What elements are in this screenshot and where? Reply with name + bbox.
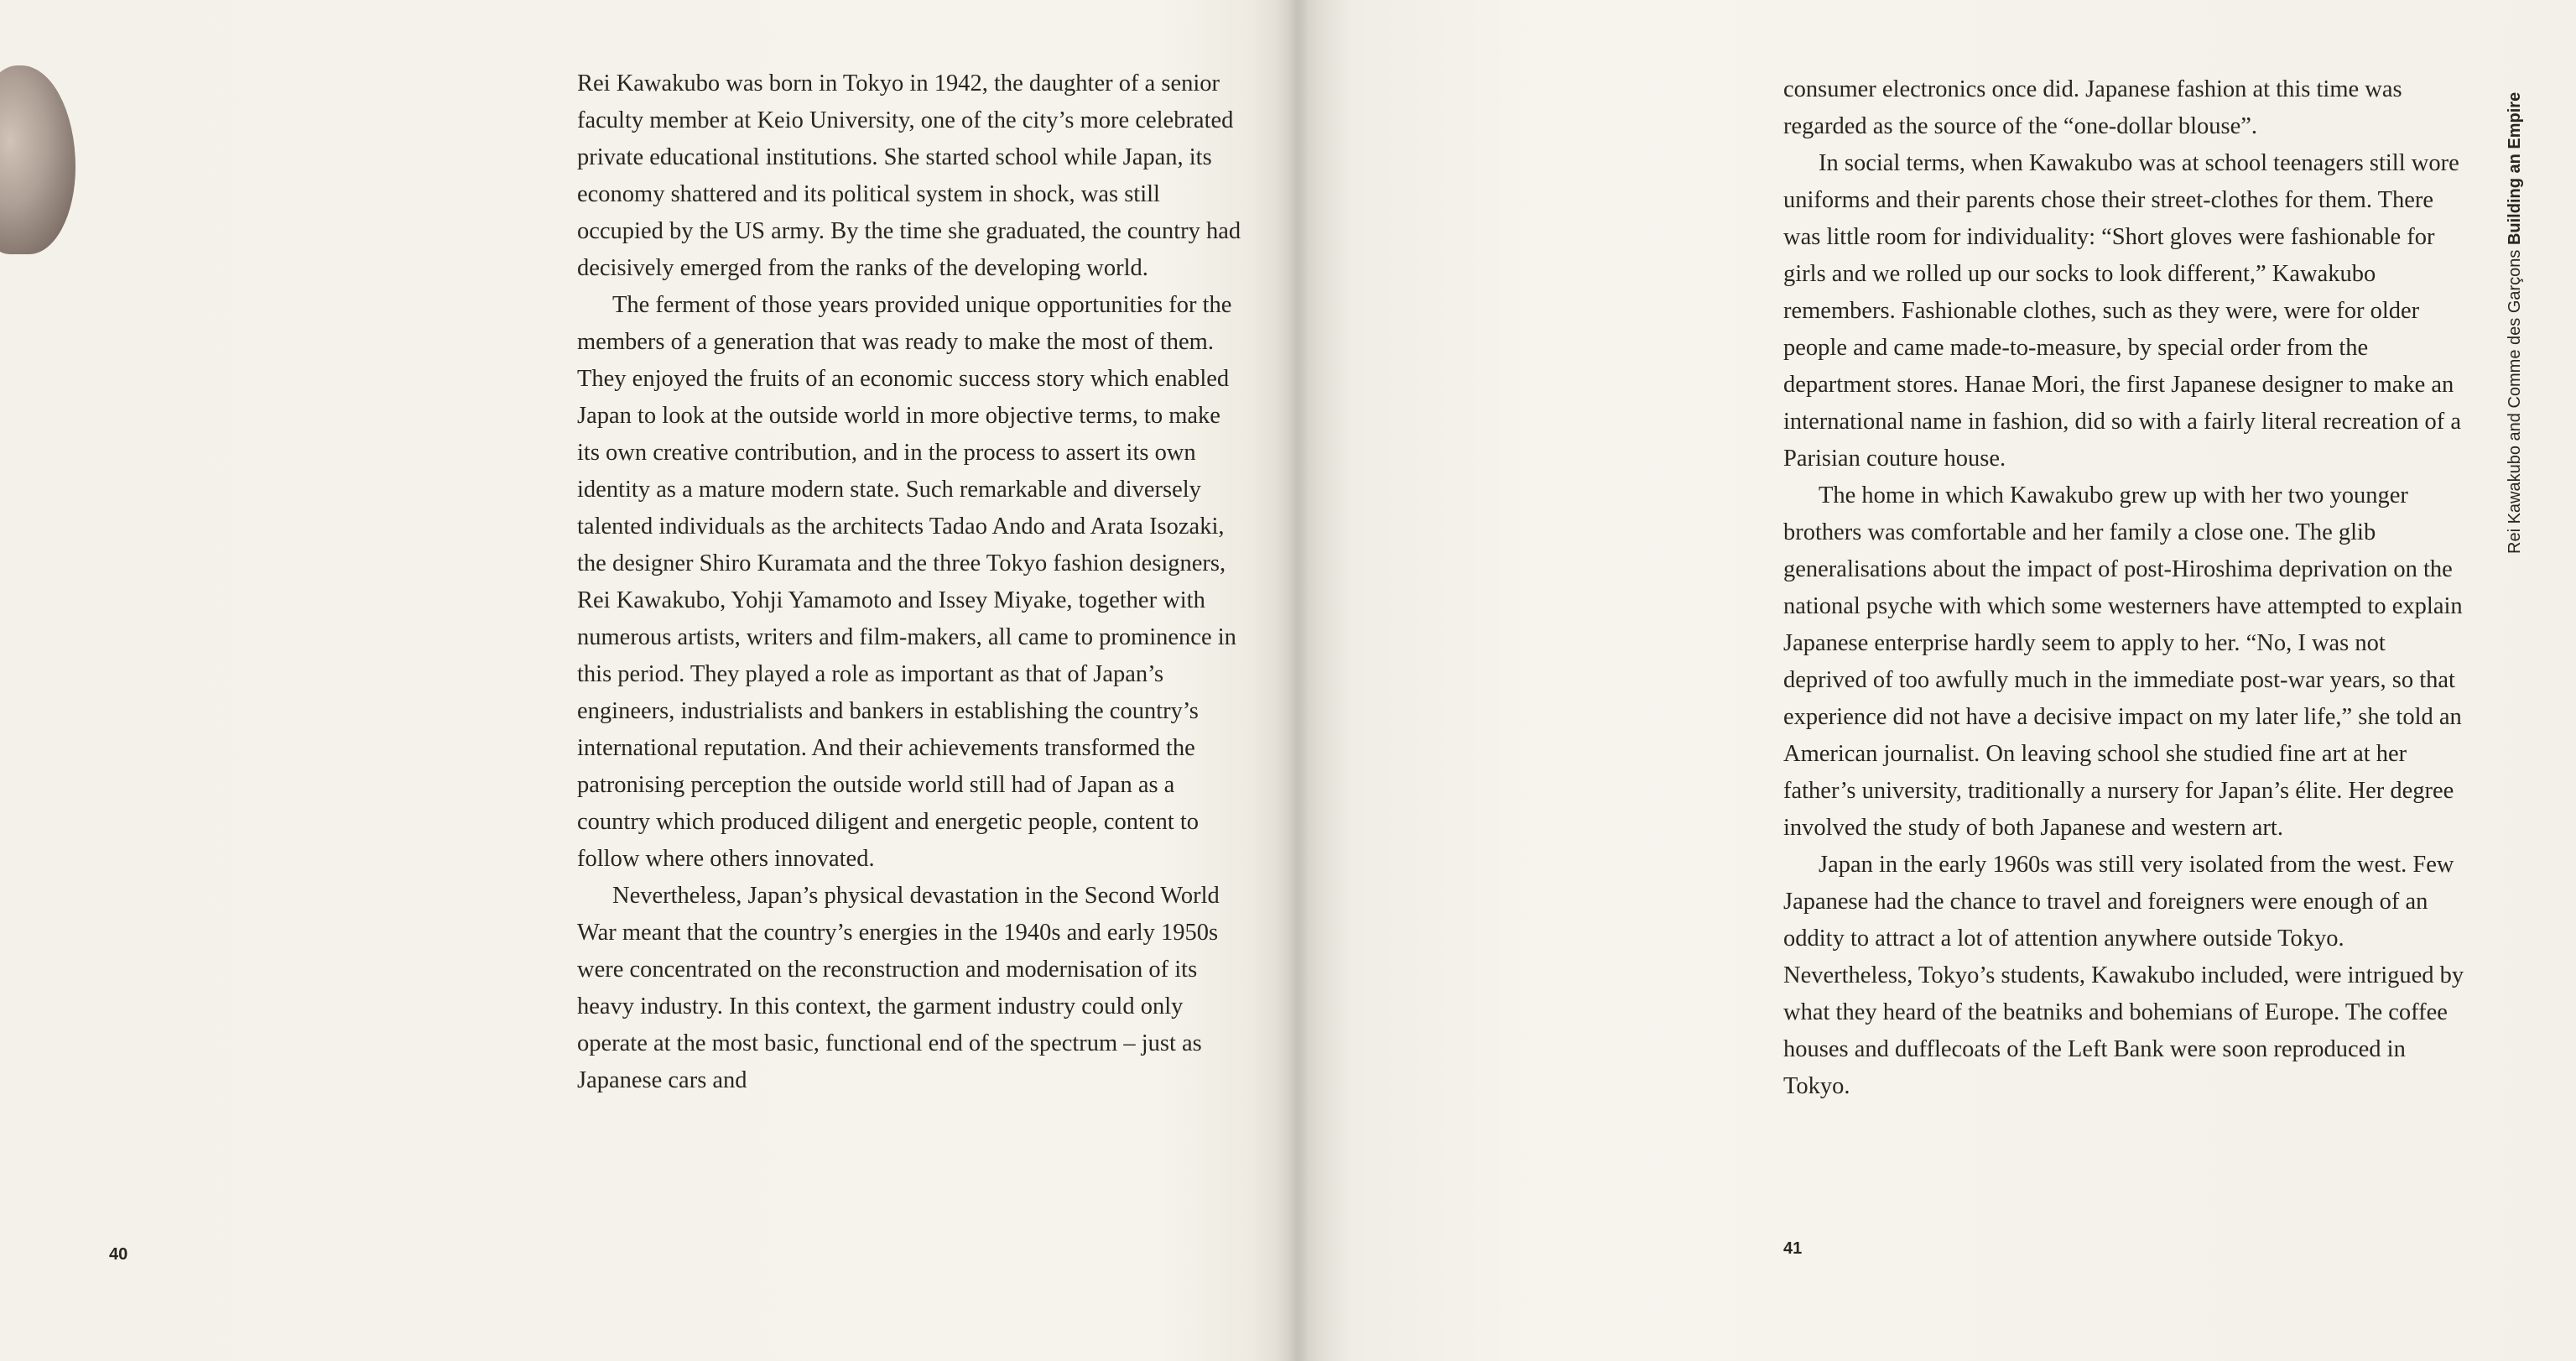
right-paragraph-3: The home in which Kawakubo grew up with her two younger brothers was comfortable and her family a close one. The glib generalisations about the impact of post-Hiroshima deprivation on the national psyche with which some westerners have attempted to explain Japanese enterprise hardly seem to apply to her. “No, I was not deprived of too awfully much in the immediate post-war years, so that experience did not have a decisive impact on my later life,” she told an American journalist. On leaving school she studied fine art at her father’s university, traditionally a nursery for Japan’s élite. Her degree involved the study of both Japanese and western art. bbox=[1783, 482, 2463, 841]
running-head bbox=[2506, 92, 2525, 554]
left-paragraph-3: Nevertheless, Japan’s physical devastation in the Second World War meant that the country’s energies in the 1940s and early 1950s were concentrated on the reconstruction and modernisation of its heavy industry. In this context, the garment industry could only operate at the most basic, functional end of the spectrum – just as Japanese cars and bbox=[577, 883, 1220, 1093]
left-paragraph-2: The ferment of those years provided unique opportunities for the members of a generation that was ready to make the most of them. They enjoyed the fruits of an economic success story which enabled Japan to look at the outside world in more objective terms, to make its own creative contribution, and in the process to assert its own identity as a mature modern state. Such remarkable and diversely talented individuals as the architects Tadao Ando and Arata Isozaki, the designer Shiro Kuramata and the three Tokyo fashion designers, Rei Kawakubo, Yohji Yamamoto and Issey Miyake, together with numerous artists, writers and film-makers, all came to prominence in this period. They played a role as important as that of Japan’s engineers, industrialists and bankers in establishing the country’s international reputation. And their achievements transformed the patronising perception the outside world still had of Japan as a country which produced diligent and energetic people, content to follow where others innovated. bbox=[577, 292, 1236, 872]
thumb-image bbox=[0, 65, 75, 254]
left-page-text bbox=[577, 65, 1248, 1099]
right-page-text bbox=[1783, 71, 2464, 1105]
page-number-left: 40 bbox=[109, 1245, 128, 1264]
gutter-shadow bbox=[1250, 0, 1325, 1361]
running-head-chapter-title: Building an Empire bbox=[2506, 91, 2524, 246]
page-number-right: 41 bbox=[1783, 1239, 1803, 1258]
right-paragraph-4: Japan in the early 1960s was still very isolated from the west. Few Japanese had the chance to travel and foreigners were enough of an oddity to attract a lot of attention anywhere outside Tokyo. Nevertheless, Tokyo’s students, Kawakubo included, were intrigued by what they heard of the beatniks and bohemians of Europe. The coffee houses and dufflecoats of the Left Bank were soon reproduced in Tokyo. bbox=[1783, 852, 2464, 1099]
left-paragraph-1: Rei Kawakubo was born in Tokyo in 1942, the daughter of a senior faculty member at Keio University, one of the city’s more celebrated private educational institutions. She started school while Japan, its economy shattered and its political system in shock, was still occupied by the US army. By the time she graduated, the country had decisively emerged from the ranks of the developing world. bbox=[577, 70, 1241, 281]
right-paragraph-2: In social terms, when Kawakubo was at school teenagers still wore uniforms and their parents chose their street-clothes for them. There was little room for individuality: “Short gloves were fashionable for girls and we rolled up our socks to look different,” Kawakubo remembers. Fashionable clothes, such as they were, were for older people and came made-to-measure, by special order from the department stores. Hanae Mori, the first Japanese designer to make an international name in fashion, did so with a fairly literal recreation of a Parisian couture house. bbox=[1783, 150, 2462, 472]
right-paragraph-1: consumer electronics once did. Japanese fashion at this time was regarded as the source of the “one-dollar blouse”. bbox=[1783, 76, 2402, 139]
running-head-book-title: Rei Kawakubo and Comme des Garçons bbox=[2506, 249, 2524, 554]
